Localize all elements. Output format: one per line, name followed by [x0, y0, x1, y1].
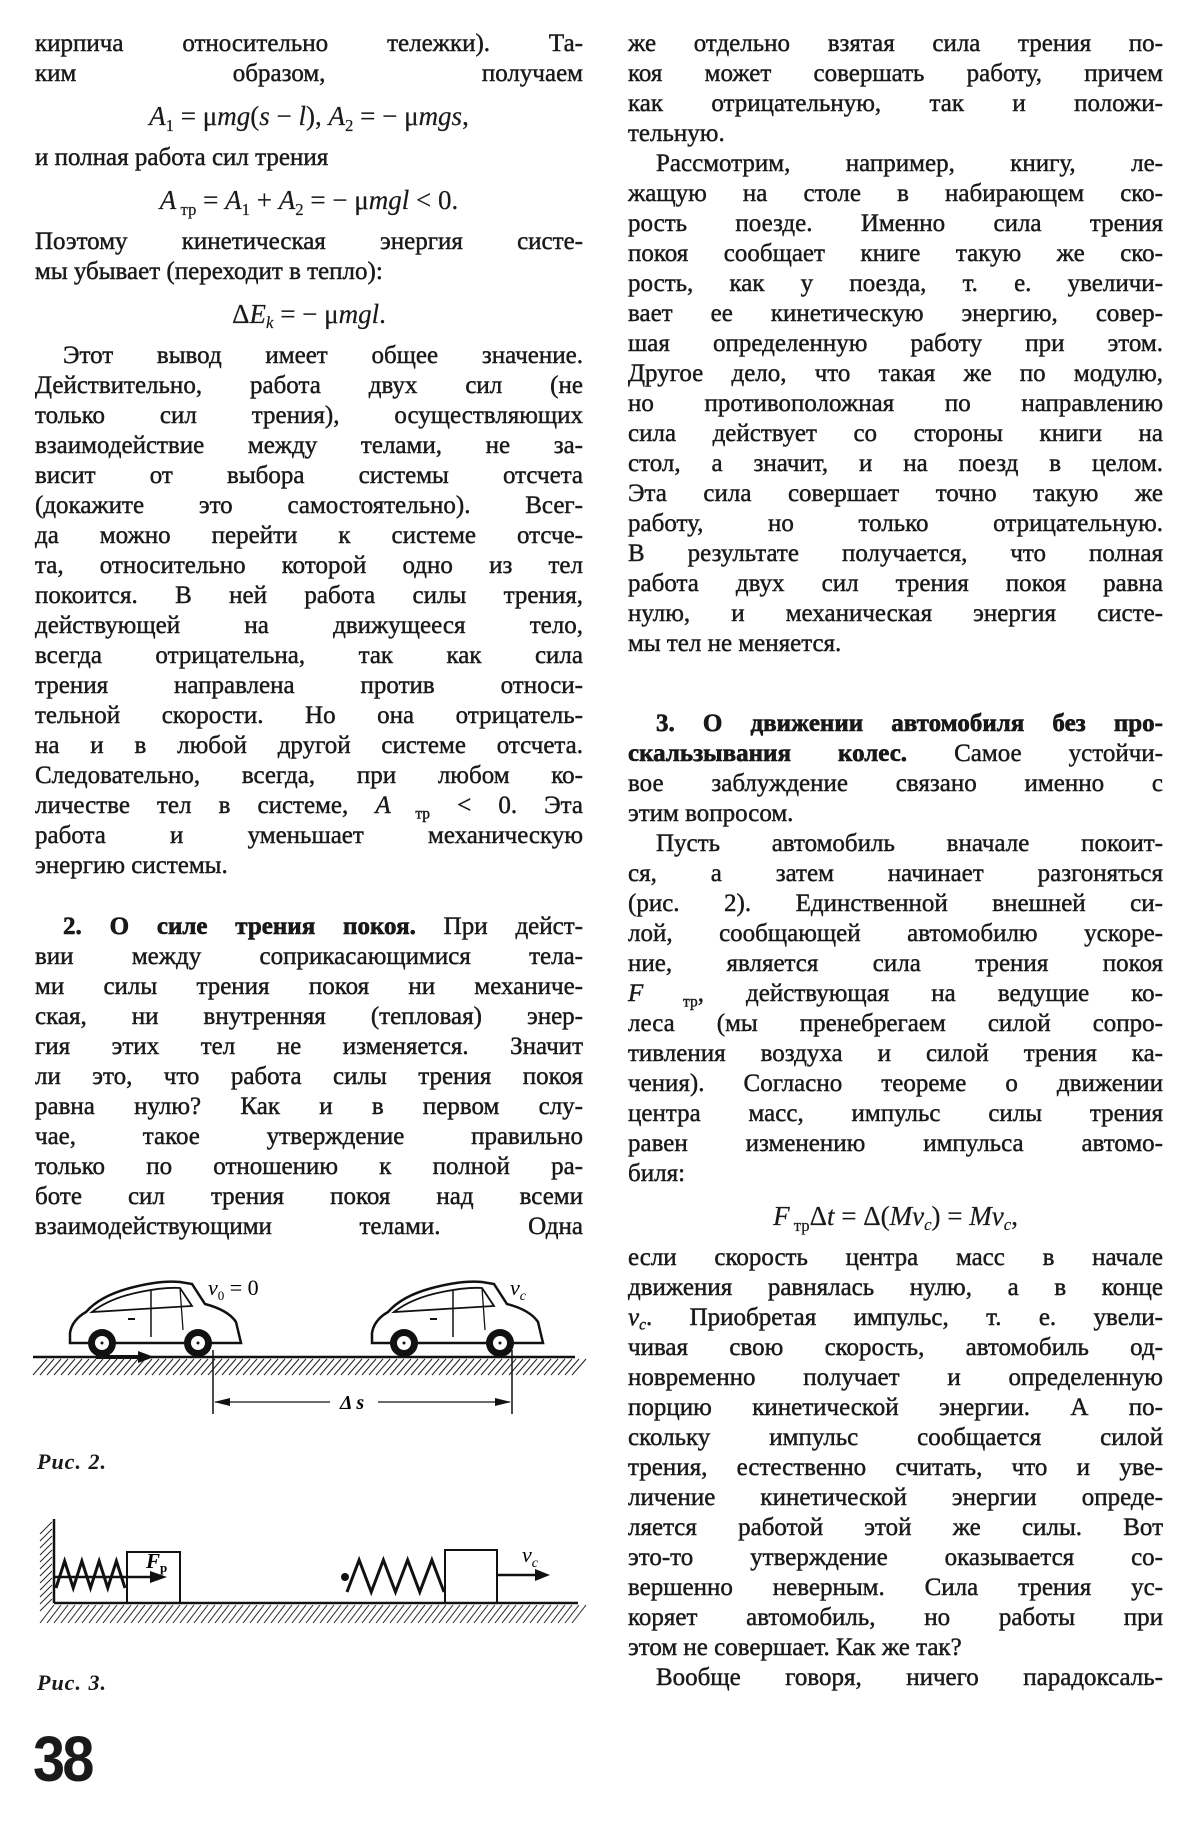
math-symbol: t [827, 1201, 835, 1231]
math-symbol: A [328, 101, 345, 131]
figure-2-cars [33, 1275, 586, 1414]
paragraph [628, 29, 1163, 149]
text-run: ) = [931, 1201, 970, 1231]
text-line: чае, такое утверждение правильно [35, 1123, 583, 1150]
text-line: чения). Согласно теореме о движении [628, 1070, 1163, 1097]
text-run: . [379, 299, 386, 329]
text-line: кирпича относительно тележки). Та- [35, 30, 583, 57]
text-line: ким образом, получаем [35, 60, 583, 87]
text-run: , [462, 101, 469, 131]
text-run: = − μ [353, 101, 419, 131]
math-symbol: A [225, 185, 242, 215]
text-line: ляется работой этой же силы. Вот [628, 1514, 1163, 1541]
text-line: Действительно, работа двух сил (не [35, 372, 583, 399]
text-run: = − μ [273, 299, 339, 329]
text-run: = − μ [303, 185, 369, 215]
text-line: чивая свою скорость, автомобиль од- [628, 1334, 1163, 1361]
text-line: ми силы трения покоя ни механиче- [35, 973, 583, 1000]
velocity-arrow [497, 1569, 550, 1581]
text-line: работа и уменьшает механическую [35, 822, 583, 849]
text-line: ся, а затем начинает разгоняться [628, 860, 1163, 887]
text-line: леса (мы пренебрегаем силой сопро- [628, 1010, 1163, 1037]
paragraph [628, 149, 1163, 659]
text-line: тельную. [628, 120, 725, 147]
paragraph [628, 1243, 1163, 1663]
bold-heading-text: 2. О силе трения покоя. [63, 913, 416, 940]
text-line: Этот вывод имеет общее значение. [63, 342, 583, 369]
text-line: ли это, что работа силы трения покоя [35, 1063, 583, 1090]
text-line: только по отношению к полной ра- [35, 1153, 583, 1180]
text-line: как отрицательную, так и положи- [628, 90, 1163, 117]
text-line: этом не совершает. Как же так? [628, 1634, 962, 1661]
text-line: взаимодействующими телами. Одна [35, 1213, 583, 1240]
vc-label: $v_c$ [510, 1275, 526, 1304]
text-line [628, 739, 1163, 769]
figure-2-caption: Рис. 2. [37, 1449, 107, 1474]
text-line: если скорость центра масс в начале [628, 1244, 1163, 1271]
text-run: < 0. Эта [430, 792, 584, 819]
math-symbol: 2 [345, 115, 354, 135]
ground-hatching [33, 1359, 586, 1375]
math-symbol: 2 [295, 199, 304, 219]
text-line: сила действует со стороны книги на [628, 420, 1163, 447]
left-column [35, 29, 583, 1242]
text-line: движения равнялась нулю, а в конце [628, 1274, 1163, 1301]
text-line [628, 709, 1163, 739]
text-line: рость, как у поезда, т. е. увеличи- [628, 270, 1163, 297]
text-line: порцию кинетической энергии. А по- [628, 1394, 1163, 1421]
text-line: вии между соприкасающимися тела- [35, 943, 583, 970]
figures [0, 1240, 600, 1640]
delta-s-label: Δ s [340, 1392, 365, 1414]
text-line: новременно получает и определенную [628, 1364, 1163, 1391]
figure-3-caption: Рис. 3. [37, 1670, 107, 1695]
math-symbol: mgl [368, 185, 410, 215]
formula-line [35, 89, 583, 143]
text-run: . Приобретая импульс, т. е. увели- [646, 1304, 1163, 1331]
text-line: лой, сообщающей автомобилю ускоре- [628, 920, 1163, 947]
paragraph [35, 143, 583, 173]
paragraph [35, 227, 583, 287]
text-run: личестве тел в системе, [35, 792, 376, 819]
text-line: гия этих тел не изменяется. Значит [35, 1033, 583, 1060]
math-symbol: c [1003, 1215, 1012, 1235]
text-line: но противоположная по направлению [628, 390, 1163, 417]
text-line: работа двух сил трения покоя равна [628, 570, 1163, 597]
block-moving [445, 1550, 497, 1603]
text-line: и полная работа сил трения [35, 144, 329, 171]
right-column [628, 29, 1163, 1693]
text-line: Эта сила совершает точно такую же [628, 480, 1163, 507]
text-line: работу, но только отрицательную. [628, 510, 1163, 537]
text-run: , действующая на ведущие ко- [697, 980, 1163, 1007]
text-line: покоится. В ней работа силы трения, [35, 582, 583, 609]
math-symbol: s [259, 101, 270, 131]
section-paragraph [628, 709, 1163, 829]
text-line: та, относительно которой одно из тел [35, 552, 583, 579]
math-symbol: l [298, 101, 306, 131]
text-line: (докажите это самостоятельно). Всег- [35, 492, 583, 519]
figure-3-spring-block [40, 1519, 586, 1623]
text-run: = μ [174, 101, 218, 131]
text-run: , [1011, 1201, 1018, 1231]
math-symbol: c [639, 1316, 646, 1334]
text-run: Δ [809, 1201, 828, 1231]
text-line: трения, естественно считать, что и уве- [628, 1454, 1163, 1481]
text-line: трения направлена против относи- [35, 672, 583, 699]
text-run: = Δ( [834, 1201, 890, 1231]
text-line: тельной скорости. Но она отрицатель- [35, 702, 583, 729]
math-symbol: mgs [418, 101, 463, 131]
math-symbol: k [266, 313, 274, 333]
text-line: (рис. 2). Единственной внешней си- [628, 890, 1163, 917]
text-line: Поэтому кинетическая энергия систе- [35, 228, 583, 255]
text-line: вает ее кинетическую энергию, совер- [628, 300, 1163, 327]
text-line: равен изменению импульса автомо- [628, 1130, 1163, 1157]
math-symbol: A [149, 101, 166, 131]
text-line: В результате получается, что полная [628, 540, 1163, 567]
math-symbol: v [628, 1304, 640, 1331]
text-run: Самое устойчи- [907, 740, 1163, 767]
paragraph [628, 829, 1163, 1189]
math-symbol: 1 [241, 199, 250, 219]
text-line: ская, ни внутренняя (тепловая) энер- [35, 1003, 583, 1030]
math-symbol: F [628, 980, 644, 1007]
math-symbol: A [278, 185, 296, 215]
text-line: стол, а значит, и на поезд в целом. [628, 450, 1163, 477]
formula [35, 173, 583, 227]
math-symbol: тр [176, 199, 197, 219]
text-line: вое заблуждение связано именно с [628, 770, 1163, 797]
math-symbol: c [924, 1215, 932, 1235]
text-run: + [249, 185, 279, 215]
text-run: < 0. [409, 185, 459, 215]
bold-heading-text: скальзывания колес. [628, 740, 908, 767]
text-run: − [269, 101, 299, 131]
text-line: ние, является сила трения покоя [628, 950, 1163, 977]
math-symbol: mgl [338, 299, 380, 329]
formula-line [35, 173, 583, 227]
formula [35, 89, 583, 143]
floor-hatching [40, 1522, 586, 1623]
math-symbol: A [159, 185, 177, 215]
text-line [628, 1303, 1163, 1333]
text-line [628, 979, 1163, 1009]
math-symbol: F [773, 1201, 790, 1231]
math-symbol: E [249, 299, 266, 329]
paragraph [35, 29, 583, 89]
text-line: коряет автомобиль, но работы при [628, 1604, 1163, 1631]
formula [35, 287, 583, 341]
math-symbol: тр [643, 993, 698, 1011]
math-symbol: mg [217, 101, 251, 131]
force-label: Fр [146, 1549, 168, 1575]
text-line: же отдельно взятая сила трения по- [628, 30, 1163, 57]
text-line: нулю, и механическая энергия систе- [628, 600, 1163, 627]
text-line: Следовательно, всегда, при любом ко- [35, 762, 583, 789]
math-symbol: A [375, 792, 391, 819]
text-line: энергию системы. [35, 852, 228, 879]
text-line: шая определенную работу при этом. [628, 330, 1163, 357]
text-line: боте сил трения покоя над всеми [35, 1183, 583, 1210]
math-symbol: 1 [165, 115, 175, 135]
text-line: мы тел не меняется. [628, 630, 842, 657]
text-line: на и в любой другой системе отсчета. [35, 732, 583, 759]
text-line: рость поезде. Именно сила трения [628, 210, 1163, 237]
text-run: При дейст- [415, 913, 583, 940]
text-line: тивления воздуха и силой трения ка- [628, 1040, 1163, 1067]
text-line [35, 912, 583, 942]
text-line: всегда отрицательна, так как сила [35, 642, 583, 669]
text-line: мы убывает (переходит в тепло): [35, 258, 383, 285]
text-line: Вообще говоря, ничего парадоксаль- [656, 1664, 1163, 1691]
released-spring [347, 1560, 444, 1592]
text-run: ( [250, 101, 260, 131]
paragraph [628, 1663, 1163, 1693]
v0-label: $v_0 = 0$ [208, 1275, 259, 1303]
text-run: ), [306, 101, 329, 131]
text-run: Δ [232, 299, 250, 329]
text-line [35, 791, 583, 821]
math-symbol: Mv [889, 1201, 925, 1231]
bold-heading-text: 3. О движении автомобиля без про- [656, 710, 1163, 737]
text-line: равна нулю? Как и в первом слу- [35, 1093, 583, 1120]
text-line: жащую на столе в набирающем ско- [628, 180, 1163, 207]
text-line: да можно перейти к системе отсче- [35, 522, 583, 549]
formula-line [628, 1189, 1163, 1243]
formula [628, 1189, 1163, 1243]
text-line: висит от выбора системы отсчета [35, 462, 583, 489]
math-symbol: тр [789, 1215, 810, 1235]
section-paragraph [35, 912, 583, 1242]
compressed-spring [56, 1561, 125, 1588]
text-line: Другое дело, что такая же по модулю, [628, 360, 1163, 387]
text-line: только сил трения), осуществляющих [35, 402, 583, 429]
formula-line [35, 287, 583, 341]
math-symbol: Mv [969, 1201, 1004, 1231]
text-line: личение кинетической энергии опреде- [628, 1484, 1163, 1511]
spring-end-dot [341, 1573, 349, 1581]
paragraph [35, 341, 583, 881]
text-line: Рассмотрим, например, книгу, ле- [656, 150, 1163, 177]
text-line: действующей на движущееся тело, [35, 612, 583, 639]
vc-label-fig3: $v_c$ [522, 1542, 538, 1571]
text-line: Пусть автомобиль вначале покоит- [656, 830, 1163, 857]
page-number: 38 [33, 1723, 92, 1795]
text-line: этим вопросом. [628, 800, 794, 827]
text-line: центра масс, импульс силы трения [628, 1100, 1163, 1127]
text-line: скольку импульс сообщается силой [628, 1424, 1163, 1451]
text-run: = [196, 185, 226, 215]
math-symbol: тр [390, 805, 431, 823]
text-line: вершенно неверным. Сила трения ус- [628, 1574, 1163, 1601]
text-line: коя может совершать работу, причем [628, 60, 1163, 87]
text-line: это-то утверждение оказывается со- [628, 1544, 1163, 1571]
text-line: взаимодействие между телами, не за- [35, 432, 583, 459]
text-line: биля: [628, 1160, 686, 1187]
text-line: покоя сообщает книге такую же ско- [628, 240, 1163, 267]
